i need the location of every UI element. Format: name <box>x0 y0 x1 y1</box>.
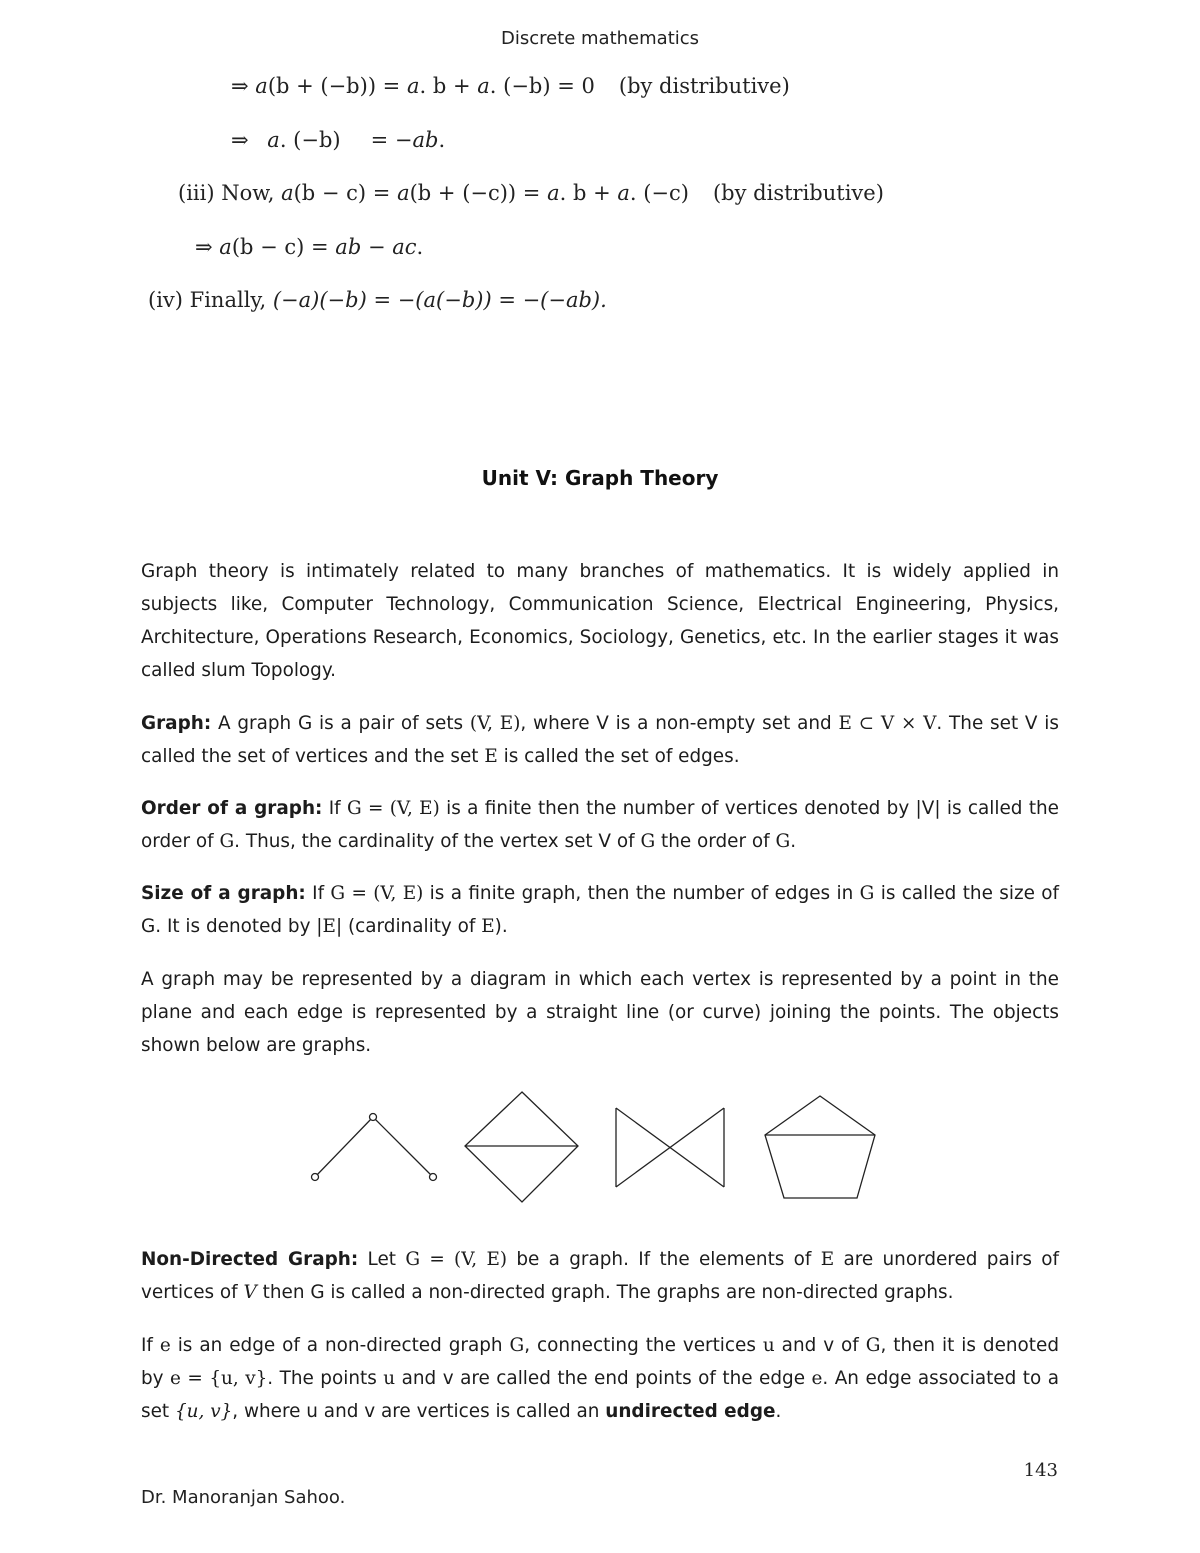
non-directed-definition: Non-Directed Graph: Let G = (V, E) be a graph. If the elements of E are unordered pairs of vertices of V then G is called a non-directed graph. The graphs are non-directed graphs. <box>141 1249 1059 1303</box>
running-header: Discrete mathematics <box>500 28 700 49</box>
order-definition: Order of a graph: If G = (V, E) is a finite then the number of vertices denoted by |V| is called the order of G. Thus, the cardinality of the vertex set V of G the order of G. <box>141 798 1059 852</box>
graph-definition: Graph: A graph G is a pair of sets (V, E), where V is a non-empty set and E ⊂ V × V. The set V is called the set of vertices and the set E is called the set of edges. <box>141 713 1059 767</box>
path-graph-figure <box>312 1114 437 1181</box>
equation-line-3: (iii) Now, a(b − c) = a(b + (−c)) = a. b + a. (−c) (by distributive) <box>178 181 884 205</box>
page-number: 143 <box>1023 1460 1058 1481</box>
equation-line-1: ⇒ a(b + (−b)) = a. b + a. (−b) = 0 (by distributive) <box>231 74 790 98</box>
equation-line-2: ⇒ a. (−b) = −ab. <box>231 128 446 152</box>
footer-author: Dr. Manoranjan Sahoo. <box>141 1487 346 1508</box>
section-title: Unit V: Graph Theory <box>481 466 719 490</box>
pentagon-graph-figure <box>765 1096 875 1198</box>
edge-paragraph: If e is an edge of a non-directed graph G, connecting the vertices u and v of G, then it is denoted by e = {u, v}. The points u and v are called the end points of the edge e. An edge associated to a set {u, v}, where u and v are vertices is called an undirected edge. <box>141 1335 1060 1422</box>
intro-paragraph: Graph theory is intimately related to many branches of mathematics. It is widely applied in subjects like, Computer Technology, Communication Science, Electrical Engineering, Physics, Architecture, Operations Research, Economics, Sociology, Genetics, etc. In the earlier stages it was called slum Topology. <box>141 561 1059 681</box>
size-definition: Size of a graph: If G = (V, E) is a finite graph, then the number of edges in G is called the size of G. It is denoted by |E| (cardinality of E). <box>141 883 1059 937</box>
equation-line-4: ⇒ a(b − c) = ab − ac. <box>195 235 424 259</box>
equation-line-5: (iv) Finally, (−a)(−b) = −(a(−b)) = −(−ab). <box>148 288 607 312</box>
graph-figures <box>300 1090 900 1210</box>
diamond-graph-figure <box>465 1092 578 1202</box>
representation-paragraph: A graph may be represented by a diagram in which each vertex is represented by a point in the plane and each edge is represented by a straight line (or curve) joining the points. The objects shown below are graphs. <box>141 969 1059 1056</box>
bowtie-graph-figure <box>616 1108 724 1187</box>
